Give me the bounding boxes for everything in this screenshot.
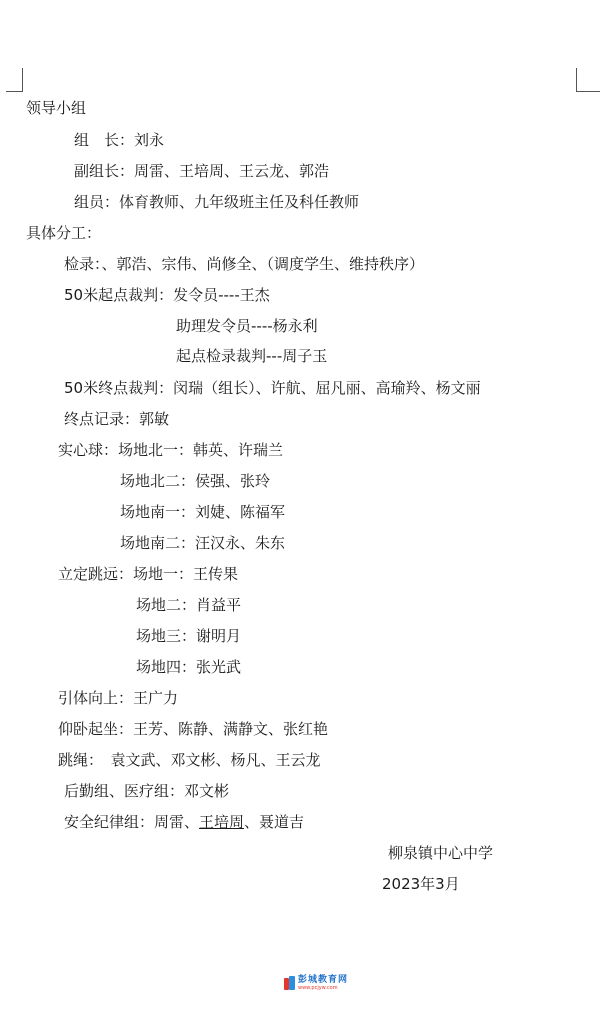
crop-mark-top-right bbox=[576, 68, 577, 92]
security-suffix: 、聂道吉 bbox=[244, 813, 305, 831]
heading-leadership-group: 领导小组 bbox=[26, 99, 87, 117]
security-discipline bbox=[64, 812, 304, 832]
start-judge-starter: 50米起点裁判：发令员----王杰 bbox=[64, 286, 270, 304]
long-jump-site-1: 立定跳远：场地一：王传果 bbox=[58, 565, 239, 583]
group-leader: 组 长：刘永 bbox=[74, 131, 165, 149]
long-jump-site-3: 场地三：谢明月 bbox=[136, 627, 242, 645]
shot-put-north-2: 场地北二：侯强、张玲 bbox=[120, 472, 271, 490]
crop-mark-top-left bbox=[22, 68, 23, 92]
jump-rope: 跳绳： 袁文武、邓文彬、杨凡、王云龙 bbox=[58, 751, 321, 769]
logistics-medical: 后勤组、医疗组：邓文彬 bbox=[64, 782, 230, 800]
long-jump-site-2: 场地二：肖益平 bbox=[136, 596, 242, 614]
finish-recorder: 终点记录：郭敏 bbox=[64, 410, 170, 428]
check-in-staff: 检录：、郭浩、宗伟、尚修全、（调度学生、维持秩序） bbox=[64, 255, 425, 273]
security-prefix: 安全纪律组：周雷、 bbox=[64, 813, 200, 831]
shot-put-north-1: 实心球：场地北一：韩英、许瑞兰 bbox=[58, 441, 284, 459]
deputy-leaders: 副组长：周雷、王培周、王云龙、郭浩 bbox=[74, 162, 330, 180]
start-check-in-judge: 起点检录裁判---周子玉 bbox=[176, 347, 328, 365]
pull-ups: 引体向上：王广力 bbox=[58, 689, 179, 707]
long-jump-site-4: 场地四：张光武 bbox=[136, 658, 242, 676]
heading-division-of-work: 具体分工： bbox=[26, 224, 102, 242]
book-icon bbox=[284, 976, 296, 990]
crop-mark-top-right-h bbox=[576, 91, 600, 92]
crop-mark-top-left-h bbox=[6, 91, 23, 92]
security-underlined-name: 王培周 bbox=[199, 813, 245, 831]
finish-judges: 50米终点裁判：闵瑞（组长）、许航、屈凡丽、高瑜羚、杨文丽 bbox=[64, 379, 481, 397]
signature-school: 柳泉镇中心中学 bbox=[388, 844, 494, 862]
shot-put-south-1: 场地南一：刘婕、陈福军 bbox=[120, 503, 286, 521]
watermark-logo bbox=[284, 974, 348, 992]
group-members: 组员：体育教师、九年级班主任及科任教师 bbox=[74, 193, 360, 211]
assistant-starter: 助理发令员----杨永利 bbox=[176, 317, 318, 335]
watermark-name: 彭城教育网 bbox=[298, 975, 349, 985]
signature-date: 2023年3月 bbox=[382, 875, 460, 893]
sit-ups: 仰卧起坐：王芳、陈静、满静文、张红艳 bbox=[58, 720, 329, 738]
watermark-url: www.pcjyw.com bbox=[298, 985, 338, 991]
shot-put-south-2: 场地南二：汪汉永、朱东 bbox=[120, 534, 286, 552]
